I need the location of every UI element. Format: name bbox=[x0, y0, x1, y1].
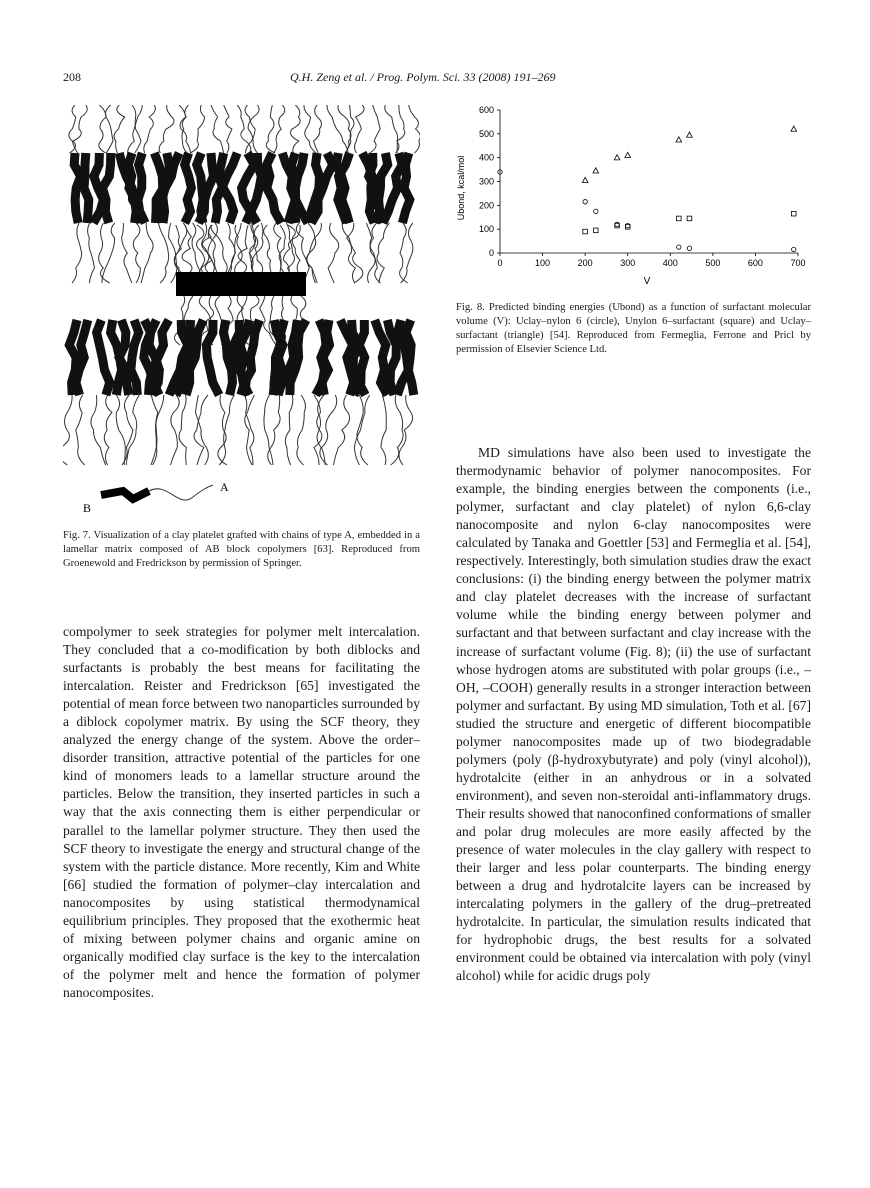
x-tick-label: 100 bbox=[535, 258, 551, 268]
chain-tail-mid bbox=[122, 223, 132, 283]
chain-tail-top bbox=[132, 105, 141, 153]
chain-tail-mid bbox=[377, 223, 389, 283]
chain-tail-top bbox=[224, 105, 232, 153]
chain-tail-bottom bbox=[322, 395, 337, 465]
chain-block-top bbox=[402, 153, 409, 223]
chain-tail-bottom bbox=[357, 395, 368, 465]
chain-tail-bottom bbox=[297, 395, 306, 465]
chain-tail-mid bbox=[328, 223, 339, 283]
chain-tail-mid bbox=[401, 223, 413, 283]
x-tick-label: 200 bbox=[577, 258, 593, 268]
chain-tail-bottom bbox=[285, 395, 292, 465]
chain-tail-bottom bbox=[381, 395, 386, 465]
y-tick-label: 300 bbox=[478, 176, 494, 187]
chain-tail-top bbox=[370, 105, 381, 153]
chain-block-bottom bbox=[322, 320, 330, 395]
chain-block-top bbox=[295, 153, 307, 223]
x-tick-label: 600 bbox=[747, 258, 763, 268]
page-number: 208 bbox=[63, 70, 81, 84]
chain-tail-bottom bbox=[76, 395, 85, 465]
circle-point bbox=[594, 209, 598, 213]
square-point bbox=[593, 228, 598, 233]
chain-block-top bbox=[102, 153, 110, 223]
circle-point bbox=[626, 223, 630, 227]
y-tick-label: 100 bbox=[478, 224, 494, 235]
figure-7-illustration bbox=[63, 105, 420, 515]
figure-7-caption: Fig. 7. Visualization of a clay platelet grafted with chains of type A, embedded in a lamellar matrix composed of AB block copolymers [63]. Reproduced from Groenewold and Fredrickson by permission of Springer. bbox=[63, 530, 420, 569]
chain-tail-top bbox=[144, 105, 156, 153]
chain-tail-top bbox=[304, 105, 316, 153]
chain-sample-tail bbox=[149, 485, 213, 500]
chain-tail-top bbox=[69, 105, 78, 153]
chain-tail-top bbox=[273, 105, 284, 153]
chain-tail-top bbox=[327, 105, 348, 153]
clay-platelet bbox=[176, 272, 306, 296]
chain-tail-top bbox=[290, 105, 300, 153]
chain-tail-bottom bbox=[116, 395, 125, 465]
chain-tail-top bbox=[385, 105, 398, 153]
x-axis-label: V bbox=[643, 276, 651, 287]
chain-block-top bbox=[246, 153, 262, 223]
grafted-chain-up bbox=[264, 225, 271, 272]
chain-tail-bottom bbox=[354, 395, 369, 465]
chain-block-top bbox=[84, 153, 89, 223]
chain-block-top bbox=[185, 153, 192, 223]
chain-tail-bottom bbox=[179, 395, 186, 465]
square-point bbox=[583, 229, 588, 234]
square-point bbox=[677, 216, 682, 221]
circle-point bbox=[792, 247, 796, 251]
chain-tail-bottom bbox=[264, 395, 273, 465]
right-column bbox=[456, 444, 811, 985]
x-tick-label: 0 bbox=[497, 258, 503, 268]
y-tick-label: 500 bbox=[478, 128, 494, 139]
grafted-chain-up bbox=[174, 225, 181, 272]
chain-block-top bbox=[138, 153, 145, 223]
chain-tail-mid bbox=[368, 223, 377, 283]
chain-tail-top bbox=[314, 105, 322, 153]
x-tick-label: 500 bbox=[705, 258, 721, 268]
triangle-point bbox=[791, 126, 797, 131]
chain-tail-top bbox=[409, 105, 420, 153]
chain-tail-top bbox=[128, 105, 143, 153]
figure-8-caption: Fig. 8. Predicted binding energies (Ubond) as a function of surfactant molecular volume (V): Uclay–nylon 6 (circle), Unylon 6–surfactant (square) and Uclay–surfactant (triangle) [54]. Reproduced from Fermeglia, Ferrone and Pricl by permission of Elsevier Science Ltd. bbox=[456, 302, 811, 355]
chain-tail-mid bbox=[141, 223, 153, 283]
left-column bbox=[63, 623, 420, 1002]
circle-point bbox=[615, 222, 619, 226]
chain-tail-top bbox=[159, 105, 174, 153]
circle-point bbox=[677, 245, 681, 249]
chain-tail-mid bbox=[133, 223, 140, 283]
y-tick-label: 200 bbox=[478, 200, 494, 211]
triangle-point bbox=[625, 152, 631, 157]
figure-8-chart bbox=[452, 100, 816, 290]
chain-sample-block bbox=[101, 491, 149, 499]
chain-tail-bottom bbox=[245, 395, 255, 465]
chain-tail-top bbox=[182, 105, 189, 153]
x-tick-label: 300 bbox=[620, 258, 636, 268]
square-point bbox=[687, 216, 692, 221]
chain-block-top bbox=[267, 153, 282, 223]
y-tick-label: 400 bbox=[478, 152, 494, 163]
x-tick-label: 400 bbox=[662, 258, 678, 268]
circle-point bbox=[583, 200, 587, 204]
chain-tail-mid bbox=[306, 223, 317, 283]
chain-tail-bottom bbox=[170, 395, 179, 465]
chain-tail-mid bbox=[99, 223, 110, 283]
chain-tail-top bbox=[355, 105, 365, 153]
circle-point bbox=[687, 246, 691, 250]
chain-tail-mid bbox=[169, 223, 177, 283]
running-title: Q.H. Zeng et al. / Prog. Polym. Sci. 33 (2008) 191–269 bbox=[290, 70, 556, 84]
chain-tail-top bbox=[190, 105, 204, 153]
triangle-point bbox=[614, 155, 620, 160]
y-tick-label: 0 bbox=[488, 248, 494, 258]
paragraph: compolymer to seek strategies for polymer melt intercalation. They concluded that a co-modification by both diblocks and surfactants is probably the best means for facilitating the intercalation. Reister and Fredrickson [65] investigated the potential of mean force between two nanoparticles surrounded by a diblock copolymer matrix. By using the SCF theory, they analyzed the energy change of the system. Above the order–disorder transition, attractive potential of the particles for one kind of monomers leads to a lamellar structure around the particles. Below the transition, they inserted particles in such a way that the axis connecting them is either perpendicular or parallel to the lamellar polymer structure. They then used the SCF theory to investigate the energy and structural change of the system with the particle distance. More recently, Kim and White [66] studied the formation of polymer–clay intercalation and nanocomposites by using statistical thermodynamical equilibrium principles. They proposed that the exothermic heat of mixing between polymer chains and organic amine on organically modified clay surface is the key to the intercalation of the polymer melt and hence the formation of polymer nanocomposites. bbox=[63, 624, 420, 1000]
x-tick-label: 700 bbox=[790, 258, 806, 268]
chain-tail-mid bbox=[102, 223, 115, 283]
chain-tail-bottom bbox=[104, 395, 112, 465]
chain-tail-top bbox=[266, 105, 275, 153]
chain-tail-bottom bbox=[63, 395, 72, 465]
triangle-point bbox=[582, 177, 588, 182]
paragraph: MD simulations have also been used to investigate the thermodynamic behavior of polymer nanocomposites. For example, the binding energies between the components (i.e., polymer, surfactant and clay platelet) of nylon 6,6-clay nanocomposite and nylon 6-clay nanocomposites were calculated by Tanaka and Goettler [53] and Fermeglia et al. [54], respectively. Interestingly, both simulation studies draw the exact conclusions: (i) the binding energy between the polymer matrix and clay platelet decreases with the increase of surfactant volume while the binding energy between polymer and surfactant and that between surfactant and clay increase with the increase of surfactant volume (Fig. 8); (ii) the use of surfactant whose hydrogen atoms are substituted with polar groups (i.e., –OH, –COOH) generally results in a stronger interaction between polymer and surfactant. By using MD simulation, Toth et al. [67] studied the structure and energetic of different biocompatible polymer nanocomposites made up of two biodegradable polymers (poly (β-hydroxybutyrate) and poly (vinyl alcohol)), hydrotalcite (either in an anhydrous or in a solvated environment), and seven non-steroidal anti-inflammatory drugs. Their results showed that nanoconfined conformations of smaller and polar drug molecules are more easily affected by the presence of water molecules in the clay gallery with respect to their larger and less polar counterparts. The binding energy between a drug and hydrotalcite layers can be increased by intercalating polymers in the gallery of the drug–pretreated hydrotalcite. In particular, the simulation results indicated that for hydrophobic drugs, the best results for a solvated environment could be obtained via intercalation with poly (vinyl alcohol) while for acidic drugs poly bbox=[456, 445, 811, 984]
chain-tail-bottom bbox=[91, 395, 106, 465]
label-b: B bbox=[83, 501, 92, 515]
chain-tail-mid bbox=[347, 223, 356, 283]
y-tick-label: 600 bbox=[478, 105, 494, 115]
chain-tail-mid bbox=[158, 223, 168, 283]
chain-tail-bottom bbox=[268, 395, 280, 465]
triangle-point bbox=[593, 168, 599, 173]
chain-tail-mid bbox=[72, 223, 82, 283]
chain-tail-top bbox=[211, 105, 224, 153]
chain-tail-mid bbox=[88, 223, 95, 283]
chain-block-bottom bbox=[131, 320, 139, 395]
square-point bbox=[791, 211, 796, 216]
triangle-point bbox=[676, 137, 682, 142]
chain-tail-top bbox=[114, 105, 125, 153]
chain-tail-top bbox=[99, 105, 113, 153]
chain-tail-bottom bbox=[399, 395, 413, 465]
chain-tail-bottom bbox=[391, 395, 403, 465]
label-a: A bbox=[220, 480, 229, 494]
triangle-point bbox=[687, 132, 693, 137]
grafted-chain-up bbox=[279, 225, 285, 272]
y-axis-label: Ubond, kcal/mol bbox=[456, 155, 466, 221]
